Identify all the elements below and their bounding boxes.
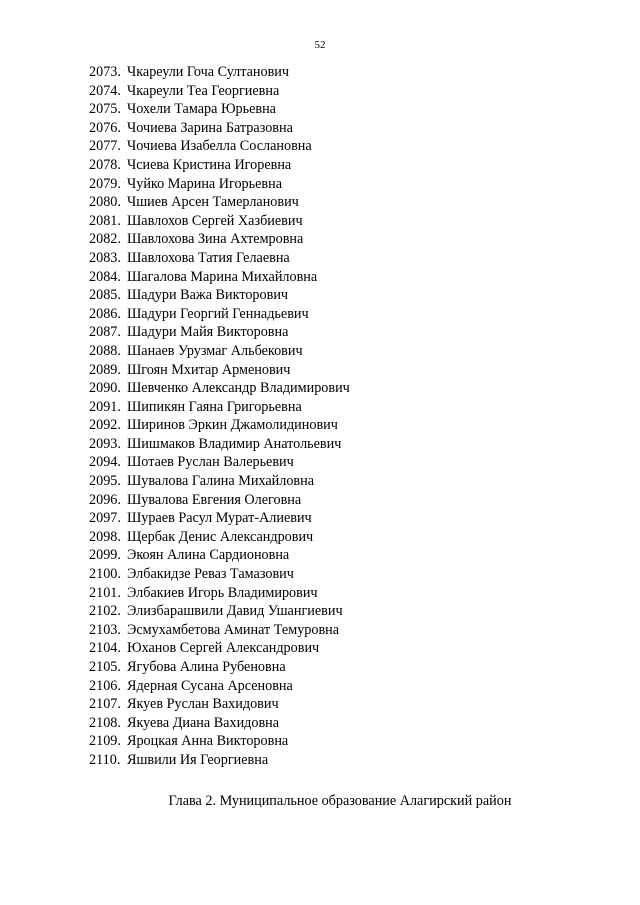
list-item	[89, 156, 350, 175]
entry-number: 2083.	[89, 249, 121, 266]
list-item	[89, 342, 350, 361]
entry-number: 2099.	[89, 547, 121, 564]
entry-number: 2095.	[89, 473, 121, 490]
entry-number: 2087.	[89, 324, 121, 341]
entry-number: 2102.	[89, 603, 121, 620]
person-name: Шувалова Евгения Олеговна	[127, 491, 302, 508]
entry-number: 2109.	[89, 733, 121, 750]
person-name: Яшвили Ия Георгиевна	[127, 751, 269, 768]
entry-number: 2081.	[89, 212, 121, 229]
list-item	[89, 658, 350, 677]
entry-number: 2074.	[89, 82, 121, 99]
entry-number: 2084.	[89, 268, 121, 285]
person-name: Элбакидзе Реваз Тамазович	[127, 566, 294, 583]
person-name: Шотаев Руслан Валерьевич	[127, 454, 294, 471]
person-name: Чочиева Изабелла Сослановна	[127, 138, 312, 155]
list-item	[89, 677, 350, 696]
entry-number: 2092.	[89, 417, 121, 434]
person-name: Шавлохова Татия Гелаевна	[127, 249, 290, 266]
list-item	[89, 82, 350, 101]
entry-number: 2093.	[89, 435, 121, 452]
list-item	[89, 305, 350, 324]
list-item	[89, 509, 350, 528]
entry-number: 2082.	[89, 231, 121, 248]
entry-number: 2088.	[89, 342, 121, 359]
list-item	[89, 491, 350, 510]
list-item	[89, 453, 350, 472]
list-item	[89, 212, 350, 231]
list-item	[89, 361, 350, 380]
list-item	[89, 732, 350, 751]
list-item	[89, 175, 350, 194]
person-name: Шавлохов Сергей Хазбиевич	[127, 212, 303, 229]
person-name: Якуева Диана Вахидовна	[127, 714, 280, 731]
list-item	[89, 695, 350, 714]
entry-number: 2108.	[89, 714, 121, 731]
entry-number: 2105.	[89, 659, 121, 675]
list-item	[89, 286, 350, 305]
entry-number: 2103.	[89, 621, 121, 638]
person-name: Чуйко Марина Игорьевна	[127, 175, 283, 192]
list-item	[89, 416, 350, 435]
person-name: Чохели Тамара Юрьевна	[127, 101, 276, 118]
list-item	[89, 100, 350, 119]
chapter-heading: Глава 2. Муниципальное образование Алагирский район	[168, 793, 512, 809]
person-name: Чкареули Гоча Султанович	[127, 64, 290, 80]
entry-number: 2080.	[89, 194, 121, 211]
list-item	[89, 249, 350, 268]
list-item	[89, 639, 350, 658]
person-name: Шадури Георгий Геннадьевич	[127, 305, 309, 322]
list-item	[89, 398, 350, 417]
list-item	[89, 584, 350, 603]
entry-number: 2076.	[89, 119, 121, 136]
list-item	[89, 268, 350, 287]
list-item	[89, 621, 350, 640]
list-item	[89, 602, 350, 621]
list-item	[89, 472, 350, 491]
list-item	[89, 193, 350, 212]
entry-number: 2091.	[89, 398, 121, 415]
person-name: Яроцкая Анна Викторовна	[127, 733, 289, 750]
person-name: Шишмаков Владимир Анатольевич	[127, 435, 342, 452]
list-item	[89, 435, 350, 454]
entry-number: 2085.	[89, 287, 121, 304]
person-name: Ягубова Алина Рубеновна	[127, 659, 286, 675]
page-number: 52	[314, 39, 326, 51]
person-name: Элбакиев Игорь Владимирович	[127, 584, 318, 601]
person-name: Шувалова Галина Михайловна	[127, 473, 315, 490]
entry-number: 2104.	[89, 640, 121, 657]
person-name: Шагалова Марина Михайловна	[127, 268, 318, 285]
person-name: Якуев Руслан Вахидович	[127, 696, 279, 713]
name-list	[89, 63, 350, 770]
entry-number: 2106.	[89, 677, 121, 694]
entry-number: 2078.	[89, 156, 121, 173]
entry-number: 2079.	[89, 175, 121, 192]
list-item	[89, 714, 350, 733]
person-name: Шавлохова Зина Ахтемровна	[127, 231, 304, 248]
list-item	[89, 230, 350, 249]
entry-number: 2077.	[89, 138, 121, 155]
entry-number: 2097.	[89, 510, 121, 527]
entry-number: 2101.	[89, 584, 121, 601]
entry-number: 2096.	[89, 491, 121, 508]
entry-number: 2107.	[89, 696, 121, 713]
entry-number: 2090.	[89, 380, 121, 397]
person-name: Шураев Расул Мурат-Алиевич	[127, 510, 312, 527]
entry-number: 2094.	[89, 454, 121, 471]
person-name: Юханов Сергей Александрович	[127, 640, 320, 657]
person-name: Шанаев Урузмаг Альбекович	[127, 342, 303, 359]
list-item	[89, 565, 350, 584]
person-name: Щербак Денис Александрович	[127, 528, 314, 545]
person-name: Чшиев Арсен Тамерланович	[127, 194, 299, 211]
person-name: Чсиева Кристина Игоревна	[127, 156, 292, 173]
entry-number: 2110.	[89, 751, 121, 768]
entry-number: 2075.	[89, 101, 121, 118]
person-name: Шадури Майя Викторовна	[127, 324, 289, 341]
person-name: Шадури Важа Викторович	[127, 287, 289, 304]
list-item	[89, 751, 350, 770]
person-name: Чочиева Зарина Батразовна	[127, 119, 293, 136]
list-item	[89, 137, 350, 156]
list-item	[89, 323, 350, 342]
entry-number: 2089.	[89, 361, 121, 378]
entry-number: 2073.	[89, 64, 121, 80]
entry-number: 2100.	[89, 566, 121, 583]
list-item	[89, 119, 350, 138]
entry-number: 2086.	[89, 305, 121, 322]
person-name: Элизбарашвили Давид Ушангиевич	[127, 603, 343, 620]
person-name: Ядерная Сусана Арсеновна	[127, 677, 293, 694]
list-item	[89, 546, 350, 565]
person-name: Экоян Алина Сардионовна	[127, 547, 290, 564]
person-name: Шевченко Александр Владимирович	[127, 380, 350, 397]
person-name: Шгоян Мхитар Арменович	[127, 361, 291, 378]
list-item	[89, 528, 350, 547]
list-item	[89, 63, 350, 82]
entry-number: 2098.	[89, 528, 121, 545]
person-name: Чкареули Теа Георгиевна	[127, 82, 280, 99]
list-item	[89, 379, 350, 398]
person-name: Ширинов Эркин Джамолидинович	[127, 417, 338, 434]
person-name: Шипикян Гаяна Григорьевна	[127, 398, 302, 415]
person-name: Эсмухамбетова Аминат Темуровна	[127, 621, 340, 638]
